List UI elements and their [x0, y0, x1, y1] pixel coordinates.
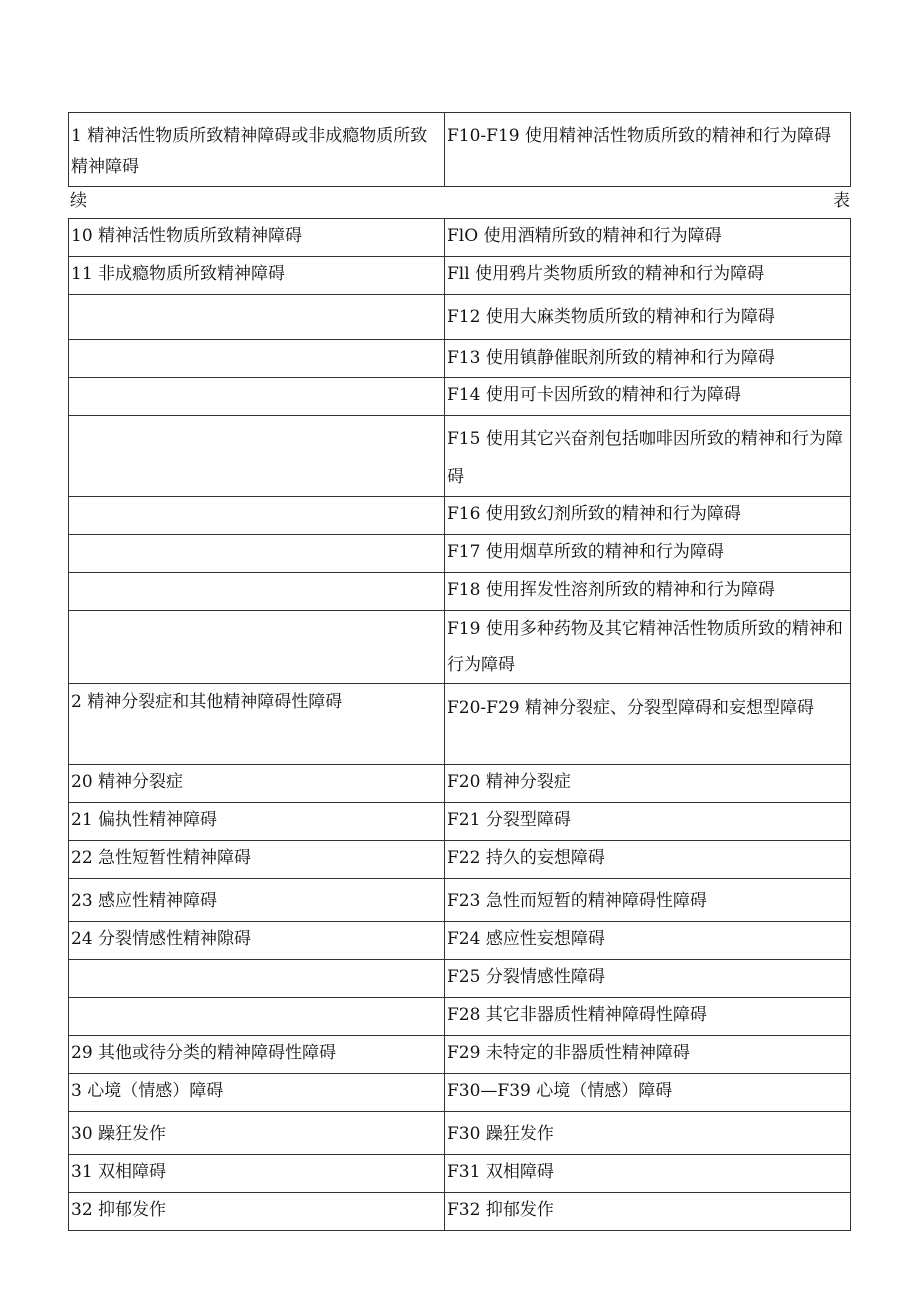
left-cell	[69, 378, 445, 416]
left-cell: 30 躁狂发作	[69, 1112, 445, 1155]
left-cell: 22 急性短暂性精神障碍	[69, 841, 445, 879]
table-row	[69, 573, 851, 611]
classification-table	[68, 218, 851, 1231]
right-cell: F32 抑郁发作	[445, 1193, 851, 1231]
right-cell: F14 使用可卡因所致的精神和行为障碍	[445, 378, 851, 416]
right-cell: F29 未特定的非器质性精神障碍	[445, 1036, 851, 1074]
left-cell: 31 双相障碍	[69, 1155, 445, 1193]
left-cell: 11 非成瘾物质所致精神障碍	[69, 257, 445, 295]
table-row	[69, 765, 851, 803]
table-row	[69, 1074, 851, 1112]
right-cell: F15 使用其它兴奋剂包括咖啡因所致的精神和行为障碍	[445, 416, 851, 497]
table-row	[69, 295, 851, 340]
table-row	[69, 803, 851, 841]
right-cell: F16 使用致幻剂所致的精神和行为障碍	[445, 497, 851, 535]
left-cell: 21 偏执性精神障碍	[69, 803, 445, 841]
left-cell: 10 精神活性物质所致精神障碍	[69, 219, 445, 257]
table-row	[69, 960, 851, 998]
table-row	[69, 497, 851, 535]
right-cell: F21 分裂型障碍	[445, 803, 851, 841]
right-cell: F25 分裂情感性障碍	[445, 960, 851, 998]
left-cell	[69, 573, 445, 611]
right-cell: F18 使用挥发性溶剂所致的精神和行为障碍	[445, 573, 851, 611]
left-cell	[69, 295, 445, 340]
right-cell: F28 其它非器质性精神障碍性障碍	[445, 998, 851, 1036]
right-cell: F20-F29 精神分裂症、分裂型障碍和妄想型障碍	[445, 684, 851, 765]
left-cell	[69, 535, 445, 573]
right-cell: FlO 使用酒精所致的精神和行为障碍	[445, 219, 851, 257]
table-row	[69, 611, 851, 684]
table-row	[69, 340, 851, 378]
right-cell: F13 使用镇静催眠剂所致的精神和行为障碍	[445, 340, 851, 378]
table-row	[69, 1036, 851, 1074]
left-cell	[69, 611, 445, 684]
table-row	[69, 1193, 851, 1231]
left-cell	[69, 416, 445, 497]
left-cell: 3 心境（情感）障碍	[69, 1074, 445, 1112]
table-row	[69, 257, 851, 295]
table-row	[69, 416, 851, 497]
left-cell	[69, 960, 445, 998]
left-cell: 29 其他或待分类的精神障碍性障碍	[69, 1036, 445, 1074]
left-cell	[69, 497, 445, 535]
right-cell: F24 感应性妄想障碍	[445, 922, 851, 960]
right-cell: F22 持久的妄想障碍	[445, 841, 851, 879]
right-cell: F30—F39 心境（情感）障碍	[445, 1074, 851, 1112]
right-cell: Fll 使用鸦片类物质所致的精神和行为障碍	[445, 257, 851, 295]
right-cell: F31 双相障碍	[445, 1155, 851, 1193]
left-cell	[69, 340, 445, 378]
table-row	[69, 113, 851, 187]
table-row	[69, 684, 851, 765]
right-cell: F23 急性而短暂的精神障碍性障碍	[445, 879, 851, 922]
right-cell: F12 使用大麻类物质所致的精神和行为障碍	[445, 295, 851, 340]
table-row	[69, 535, 851, 573]
left-cell: 1 精神活性物质所致精神障碍或非成瘾物质所致精神障碍	[69, 113, 445, 187]
right-cell: F19 使用多种药物及其它精神活性物质所致的精神和行为障碍	[445, 611, 851, 684]
left-cell: 32 抑郁发作	[69, 1193, 445, 1231]
table-row	[69, 922, 851, 960]
left-cell	[69, 998, 445, 1036]
continuation-left: 续	[70, 191, 87, 211]
right-cell: F10-F19 使用精神活性物质所致的精神和行为障碍	[445, 113, 851, 187]
continuation-label	[68, 186, 850, 218]
table-row	[69, 1155, 851, 1193]
right-cell: F17 使用烟草所致的精神和行为障碍	[445, 535, 851, 573]
table-row	[69, 841, 851, 879]
table-row	[69, 879, 851, 922]
left-cell: 23 感应性精神障碍	[69, 879, 445, 922]
classification-table-header	[68, 112, 851, 187]
table-row	[69, 378, 851, 416]
table-row	[69, 1112, 851, 1155]
right-cell: F20 精神分裂症	[445, 765, 851, 803]
table-row	[69, 998, 851, 1036]
left-cell: 24 分裂情感性精神隙碍	[69, 922, 445, 960]
left-cell: 20 精神分裂症	[69, 765, 445, 803]
right-cell: F30 躁狂发作	[445, 1112, 851, 1155]
table-row	[69, 219, 851, 257]
left-cell: 2 精神分裂症和其他精神障碍性障碍	[69, 684, 445, 765]
continuation-right: 表	[833, 191, 850, 211]
